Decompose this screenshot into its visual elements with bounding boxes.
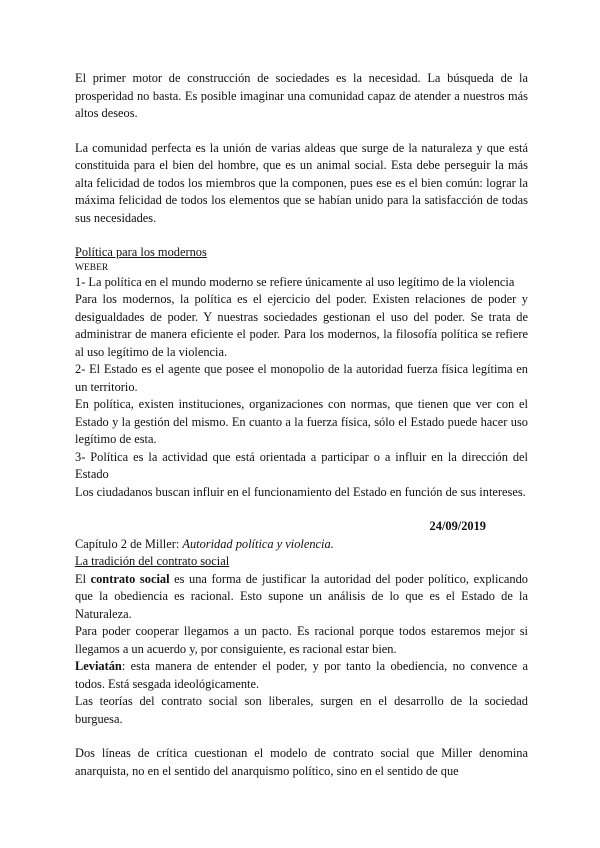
section-heading-modern-politics: Política para los modernos xyxy=(75,245,207,259)
point-2-text: En política, existen instituciones, organizaciones con normas, que tienen que ver con el Estado y la gestión del mismo. En cuanto a la fuerza física, sólo el Estado puede hacer uso legítimo de esta. xyxy=(75,397,528,446)
chapter-reference xyxy=(75,536,528,554)
text-rest: : esta manera de entender el poder, y por tanto la obediencia, no convence a todos. Está sesgada ideológicamente. xyxy=(75,659,528,691)
term-leviathan: Leviatán xyxy=(75,659,122,673)
class-date: 24/09/2019 xyxy=(429,519,486,533)
point-1-text: Para los modernos, la política es el ejercicio del poder. Existen relaciones de poder y desigualdades de poder. Y nuestras sociedades gestionan el uso del poder. Se trata de administrar de manera eficiente el poder. Para los modernos, la filosofía política se refiere al uso legítimo de la violencia. xyxy=(75,292,528,359)
paragraph-perfect-community: La comunidad perfecta es la unión de varias aldeas que surge de la naturaleza y que está constituida para el bien del hombre, que es un animal social. Esta debe perseguir la más alta felicidad de todos los miembros que la componen, pues ese es el bien común: lograr la máxima felicidad de todos los elementos que se habían unido para la satisfacción de todas sus necesidades. xyxy=(75,140,528,225)
paragraph-intro: El primer motor de construcción de sociedades es la necesidad. La búsqueda de la prosperidad no basta. Es posible imaginar una comunidad capaz de atender a nuestros más altos deseos. xyxy=(75,71,528,120)
point-2-heading: 2- El Estado es el agente que posee el monopolio de la autoridad fuerza física legítima en un territorio. xyxy=(75,362,528,394)
chapter-title: Autoridad política y violencia. xyxy=(182,536,334,551)
text-rest: es una forma de justificar la autoridad del poder político, explicando que la obediencia es racional. Esto supone un análisis de lo que es el Estado de la Naturaleza. xyxy=(75,571,528,621)
page-body xyxy=(75,70,528,780)
section-heading-social-contract: La tradición del contrato social xyxy=(75,554,230,568)
author-label-weber: WEBER xyxy=(75,262,109,273)
paragraph-liberal-theories: Las teorías del contrato social son liberales, surgen en el desarrollo de la sociedad burguesa. xyxy=(75,694,528,726)
text-lead: El xyxy=(75,571,91,586)
point-3-heading: 3- Política es la actividad que está orientada a participar o a influir en la dirección del Estado xyxy=(75,449,528,481)
paragraph-leviathan xyxy=(75,658,528,693)
chapter-prefix: Capítulo 2 de Miller: xyxy=(75,536,183,551)
point-3-text: Los ciudadanos buscan influir en el funcionamiento del Estado en función de sus intereses. xyxy=(75,484,526,499)
paragraph-social-contract xyxy=(75,571,528,624)
term-social-contract: contrato social xyxy=(90,571,170,586)
point-1-heading: 1- La política en el mundo moderno se refiere únicamente al uso legítimo de la violencia xyxy=(75,274,515,289)
paragraph-critique: Dos líneas de crítica cuestionan el modelo de contrato social que Miller denomina anarquista, no en el sentido del anarquismo político, sino en el sentido de que xyxy=(75,746,528,778)
paragraph-pact: Para poder cooperar llegamos a un pacto. Es racional porque todos estaremos mejor si llegamos a un acuerdo y, por consiguiente, es racional estar bien. xyxy=(75,624,528,656)
